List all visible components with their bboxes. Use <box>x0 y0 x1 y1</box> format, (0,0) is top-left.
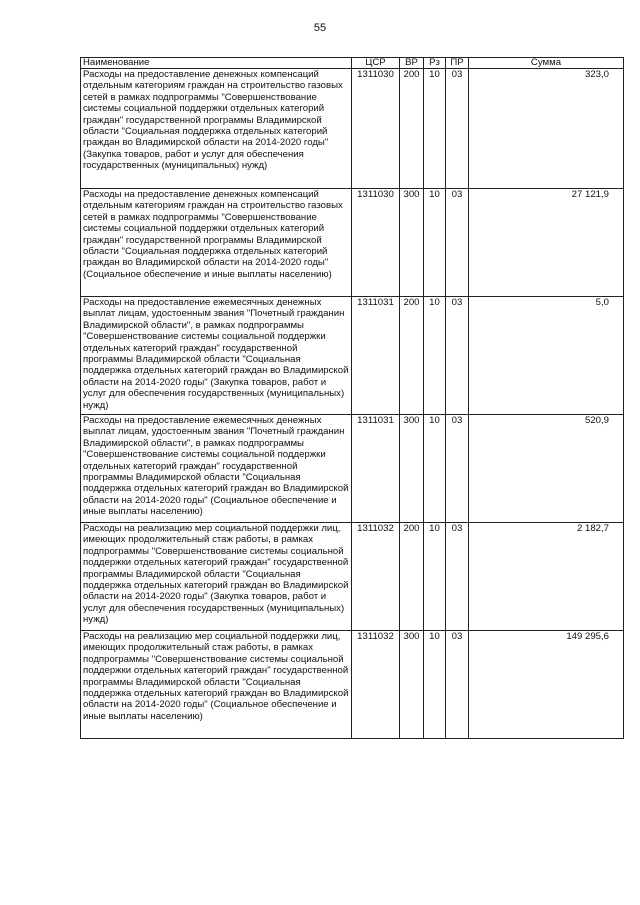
header-sum: Сумма <box>469 58 624 69</box>
table-row <box>81 631 624 739</box>
row-csr: 1311032 <box>352 523 400 631</box>
row-rz: 10 <box>424 189 446 297</box>
row-sum: 323,0 <box>469 69 624 189</box>
row-name: Расходы на реализацию мер социальной поддержки лиц, имеющих продолжительный стаж работы, в рамках подпрограммы "Совершенствование системы социальной поддержки отдельных категорий граждан" государственной программы Владимирской области "Социальная поддержка отдельных категорий граждан во Владимирской области на 2014-2020 годы" (Социальное обеспечение и иные выплаты населению) <box>81 631 352 739</box>
row-sum: 27 121,9 <box>469 189 624 297</box>
row-vr: 200 <box>400 297 424 415</box>
row-csr: 1311030 <box>352 69 400 189</box>
header-pr: ПР <box>446 58 469 69</box>
row-csr: 1311030 <box>352 189 400 297</box>
row-name: Расходы на реализацию мер социальной поддержки лиц, имеющих продолжительный стаж работы, в рамках подпрограммы "Совершенствование системы социальной поддержки отдельных категорий граждан" государственной программы Владимирской области "Социальная поддержка отдельных категорий граждан во Владимирской области на 2014-2020 годы" (Закупка товаров, работ и услуг для обеспечения государственных (муниципальных) нужд) <box>81 523 352 631</box>
row-vr: 300 <box>400 631 424 739</box>
table-row <box>81 189 624 297</box>
row-name: Расходы на предоставление денежных компенсаций отдельным категориям граждан на строительство газовых сетей в рамках подпрограммы "Совершенствование системы социальной поддержки отдельных категорий граждан" государственной программы Владимирской области "Социальная поддержка отдельных категорий граждан во Владимирской области на 2014-2020 годы" (Социальное обеспечение и иные выплаты населению) <box>81 189 352 297</box>
row-sum: 2 182,7 <box>469 523 624 631</box>
row-pr: 03 <box>446 189 469 297</box>
row-pr: 03 <box>446 631 469 739</box>
row-pr: 03 <box>446 297 469 415</box>
header-name: Наименование <box>81 58 352 69</box>
row-sum: 520,9 <box>469 415 624 523</box>
page-number: 55 <box>313 22 327 34</box>
row-pr: 03 <box>446 69 469 189</box>
row-sum: 5,0 <box>469 297 624 415</box>
table-row <box>81 523 624 631</box>
row-vr: 300 <box>400 189 424 297</box>
row-vr: 200 <box>400 69 424 189</box>
row-name: Расходы на предоставление ежемесячных денежных выплат лицам, удостоенным звания "Почетный гражданин Владимирской области", в рамках подпрограммы "Совершенствование системы социальной поддержки отдельных категорий граждан" государственной программы Владимирской области "Социальная поддержка отдельных категорий граждан во Владимирской области на 2014-2020 годы" (Закупка товаров, работ и услуг для обеспечения государственных (муниципальных) нужд) <box>81 297 352 415</box>
row-name: Расходы на предоставление денежных компенсаций отдельным категориям граждан на строительство газовых сетей в рамках подпрограммы "Совершенствование системы социальной поддержки отдельных категорий граждан" государственной программы Владимирской области "Социальная поддержка отдельных категорий граждан во Владимирской области на 2014-2020 годы" (Закупка товаров, работ и услуг для обеспечения государственных (муниципальных) нужд) <box>81 69 352 189</box>
row-rz: 10 <box>424 523 446 631</box>
table-row <box>81 415 624 523</box>
row-rz: 10 <box>424 415 446 523</box>
row-sum: 149 295,6 <box>469 631 624 739</box>
table-row <box>81 297 624 415</box>
row-rz: 10 <box>424 69 446 189</box>
row-csr: 1311031 <box>352 415 400 523</box>
header-rz: Рз <box>424 58 446 69</box>
row-name: Расходы на предоставление ежемесячных денежных выплат лицам, удостоенным звания "Почетный гражданин Владимирской области", в рамках подпрограммы "Совершенствование системы социальной поддержки отдельных категорий граждан" государственной программы Владимирской области "Социальная поддержка отдельных категорий граждан во Владимирской области на 2014-2020 годы" (Социальное обеспечение и иные выплаты населению) <box>81 415 352 523</box>
row-pr: 03 <box>446 523 469 631</box>
row-pr: 03 <box>446 415 469 523</box>
header-vr: ВР <box>400 58 424 69</box>
row-rz: 10 <box>424 631 446 739</box>
row-vr: 200 <box>400 523 424 631</box>
row-rz: 10 <box>424 297 446 415</box>
row-csr: 1311032 <box>352 631 400 739</box>
budget-table <box>80 57 624 739</box>
header-csr: ЦСР <box>352 58 400 69</box>
table-row <box>81 69 624 189</box>
row-vr: 300 <box>400 415 424 523</box>
row-csr: 1311031 <box>352 297 400 415</box>
table-header-row <box>81 58 624 69</box>
